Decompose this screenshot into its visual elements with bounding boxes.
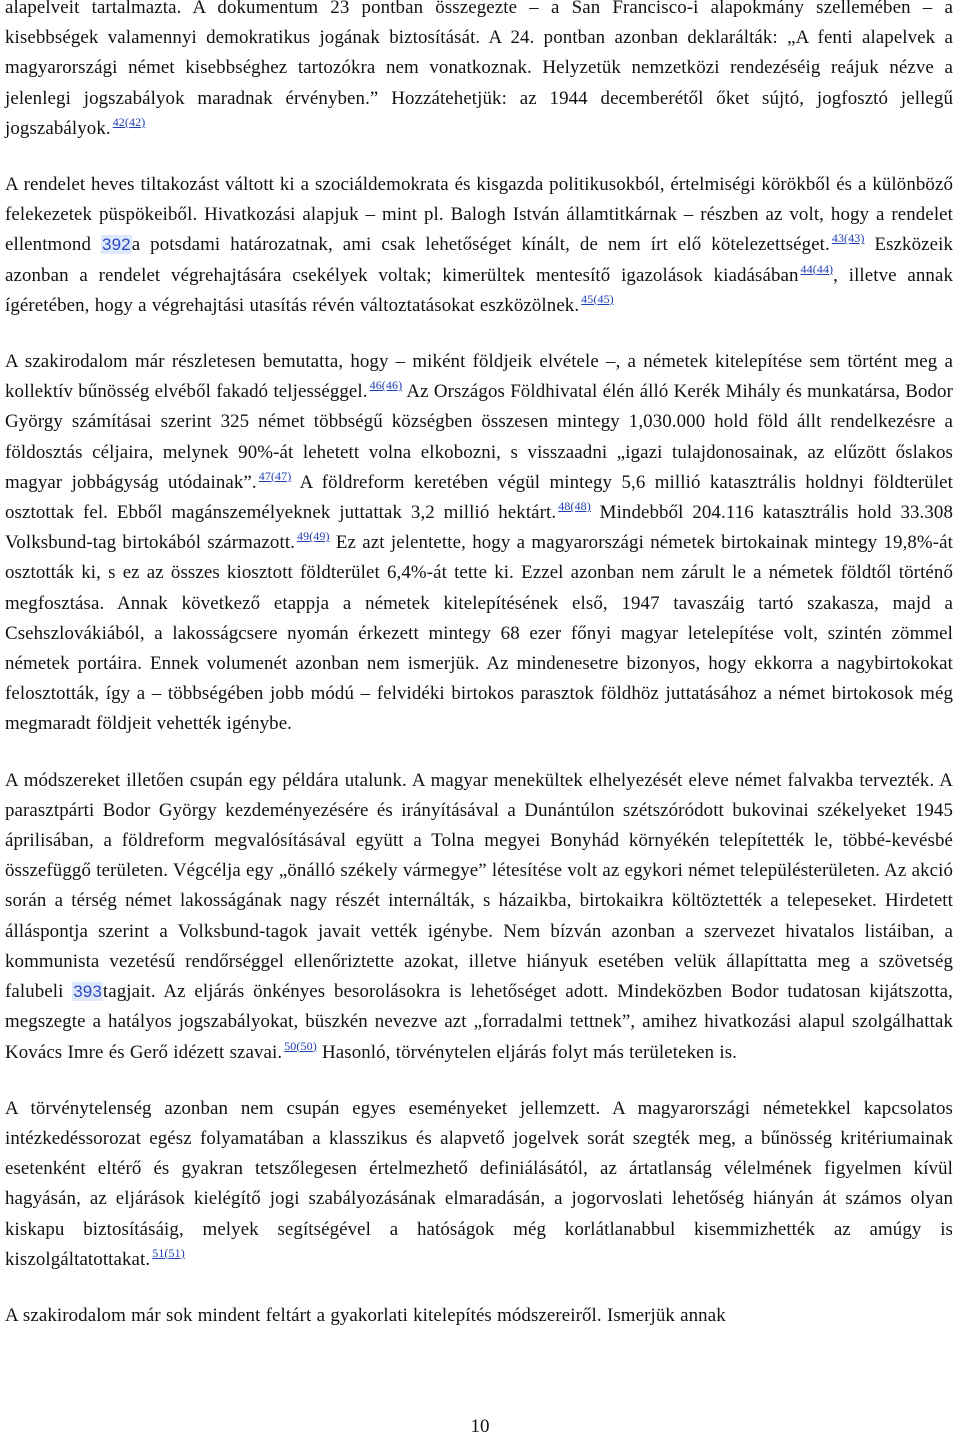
text-run: A földreform keretében végül mintegy 5,6 millió katasztrális holdnyi földterület osztottak fel. Ebből magánszemélyeknek juttattak 3,2 millió hektárt. (5, 471, 954, 524)
footnote-link[interactable]: 45(45) (581, 291, 614, 306)
paragraph (5, 347, 953, 740)
footnote-link[interactable]: 47(47) (258, 468, 292, 483)
footnote-link[interactable]: 46(46) (369, 378, 403, 393)
text-run: tagjait. Az eljárás önkényes besorolásokra is lehetőséget adott. Mindeközben Bodor tudatosan kijátszotta, megszegte a hatályos jogszabályokat, büszkén nevezve azt „forradalmi tettnek”, amihez hivatkozási alapul szolgálhattak Kovács Imre és Gerő idézett szavai. (5, 981, 953, 1063)
text-run: A rendelet heves tiltakozást váltott ki a szociáldemokrata és kisgazda politikusokból, értelmiségi körökből és a különböző felekezetek püspökeiből. Hivatkozási alapjuk – mint pl. Balogh István államtitkárnak – részben az volt, hogy a rendelet ellentmond (5, 174, 953, 256)
text-run: a potsdami határozatnak, ami csak lehetőséget kínált, de nem írt elő kötelezettséget. (131, 234, 830, 256)
paragraph (5, 170, 953, 321)
paragraph (5, 766, 953, 1068)
paragraph-gap (5, 1068, 953, 1094)
text-run: A szakirodalom már részletesen bemutatta, hogy – miként földjeik elvétele –, a németek kitelepítése sem történt meg a kollektív bűnösség elvéből fakadó teljességgel. (5, 351, 953, 403)
paragraph-gap (5, 321, 953, 347)
footnote-link[interactable]: 42(42) (112, 114, 146, 129)
paragraph-container (5, 0, 953, 1331)
footnote-link[interactable]: 48(48) (558, 499, 591, 514)
text-run: Ez azt jelentette, hogy a magyarországi németek birtokainak mintegy 19,8%-át osztották ki, s ez az összes kiosztott földterület 6,4%-át tette ki. Ezzel azonban nem zárult le a németek földtől történő megfosztása. Annak következő etappja a németek kitelepítésének első, 1947 tavaszáig tartó szakasza, majd a Csehszlovákiából, a lakosságcsere nyomán érkezett mintegy 68 ezer főnyi magyar letelepítése volt, szintén zömmel németek portáira. Ennek volumenét azonban nem ismerjük. Az mindenesetre bizonyos, hogy ekkorra a nagybirtokokat felosztották, így a – többségében jobb módú – felvidéki birtokos parasztok földhöz juttatásához a német birtokosok még megmaradt földjeit vehették igénybe. (5, 532, 953, 735)
page-number: 10 (470, 1416, 490, 1437)
text-run: Mindebből 204.116 katasztrális hold 33.308 Volksbund-tag birtokából származott. (5, 502, 954, 554)
footnote-link[interactable]: 44(44) (800, 261, 834, 276)
paragraph (5, 0, 953, 144)
page-marker: 393 (73, 982, 102, 1002)
text-run: Az Országos Földhivatal élén álló Kerék Mihály és munkatársa, Bodor György számításai szerint 325 német többségű községben összesen mintegy 1,030.000 hold föld állt rendelkezésre a földosztás céljaira, melynek 90%-át lehetett volna elkobozni, s visszaadni „igazi tulajdonosainak, az elűzött őslakos magyar jobbágyság utódainak”. (5, 381, 953, 493)
text-run: , illetve annak ígéretében, hogy a végrehajtási utasítás révén változtatásokat eszközölnek. (5, 264, 954, 316)
text-run: Hasonló, törvénytelen eljárás folyt más területeken is. (316, 1041, 737, 1063)
paragraph-gap (5, 1275, 953, 1301)
footnote-link[interactable]: 49(49) (297, 529, 330, 544)
text-run: A szakirodalom már sok mindent feltárt a gyakorlati kitelepítés módszereiről. Ismerjük annak (5, 1304, 726, 1326)
text-run: Eszközeik azonban a rendelet végrehajtására csekélyek voltak; kimerültek mentesítő igazolások kiadásában (5, 234, 953, 286)
document-body (5, 0, 953, 1331)
footnote-link[interactable]: 43(43) (831, 231, 865, 246)
footnote-link[interactable]: 51(51) (152, 1245, 185, 1260)
text-run: A módszereket illetően csupán egy példára utalunk. A magyar menekültek elhelyezését eleve német falvakba tervezték. A parasztpárti Bodor György kezdeményezésére és irányításával a Dunántúlon szétszóródott bukovinai székelyeket 1945 áprilisában, a földreform megvalósításával együtt a Tolna megyei Bonyhád környékén telepítették le, többé-kevésbé összefüggő területen. Végcélja egy „önálló székely vármegye” létesítése volt az egykori német településterületen. Az akció során a térség német lakosságának nagy részét internálták, s házaikba, birtokaikra költöztették a telepeseket. Hirdetett álláspontja szerint a Volksbund-tagok javait vették igénybe. Nem bízván azonban a szervezet hivatalos listáiban, a kommunista vezetésű rendőrséggel ellenőriztette azokat, illetve hiányuk esetében velük állapíttatta meg a szövetség falubeli (5, 769, 953, 1003)
page-marker: 392 (102, 235, 131, 255)
paragraph (5, 1094, 953, 1275)
paragraph (5, 1301, 953, 1331)
text-run: A törvénytelenség azonban nem csupán egyes eseményeket jellemzett. A magyarországi németekkel kapcsolatos intézkedéssorozat egész folyamatában a klasszikus és alapvető jogelvek sorát szegték meg, a bűnösség kritériumainak esetenként eltérő és gyakran tetszőlegesen értelmezhető definiálásától, az ártatlanság vélelmének figyelmen kívül hagyásán, az eljárások kielégítő jogi szabályozásának elmaradásán, a jogorvoslati lehetőség hiányán át számos olyan kiskapu biztosításáig, melyek segítségével a hatóságok még korlátlanabbul kisemmizhették az amúgy is kiszolgáltatottakat. (5, 1097, 953, 1270)
text-run: alapelveit tartalmazta. A dokumentum 23 pontban összegezte – a San Francisco-i alapokmány szellemében – a kisebbségek valamennyi demokratikus jogának biztosítását. A 24. pontban azonban deklarálták: „A fenti alapelvek a magyarországi német kisebbséghez tartozókra nem vonatkoznak. Helyzetük nemzetközi rendezéséig reájuk nézve a jelenlegi jogszabályok maradnak érvényben.” Hozzátehetjük: az 1944 decemberétől őket sújtó, jogfosztó jellegű jogszabályok. (5, 0, 953, 139)
paragraph-gap (5, 144, 953, 170)
footnote-link[interactable]: 50(50) (284, 1038, 317, 1053)
paragraph-gap (5, 740, 953, 766)
